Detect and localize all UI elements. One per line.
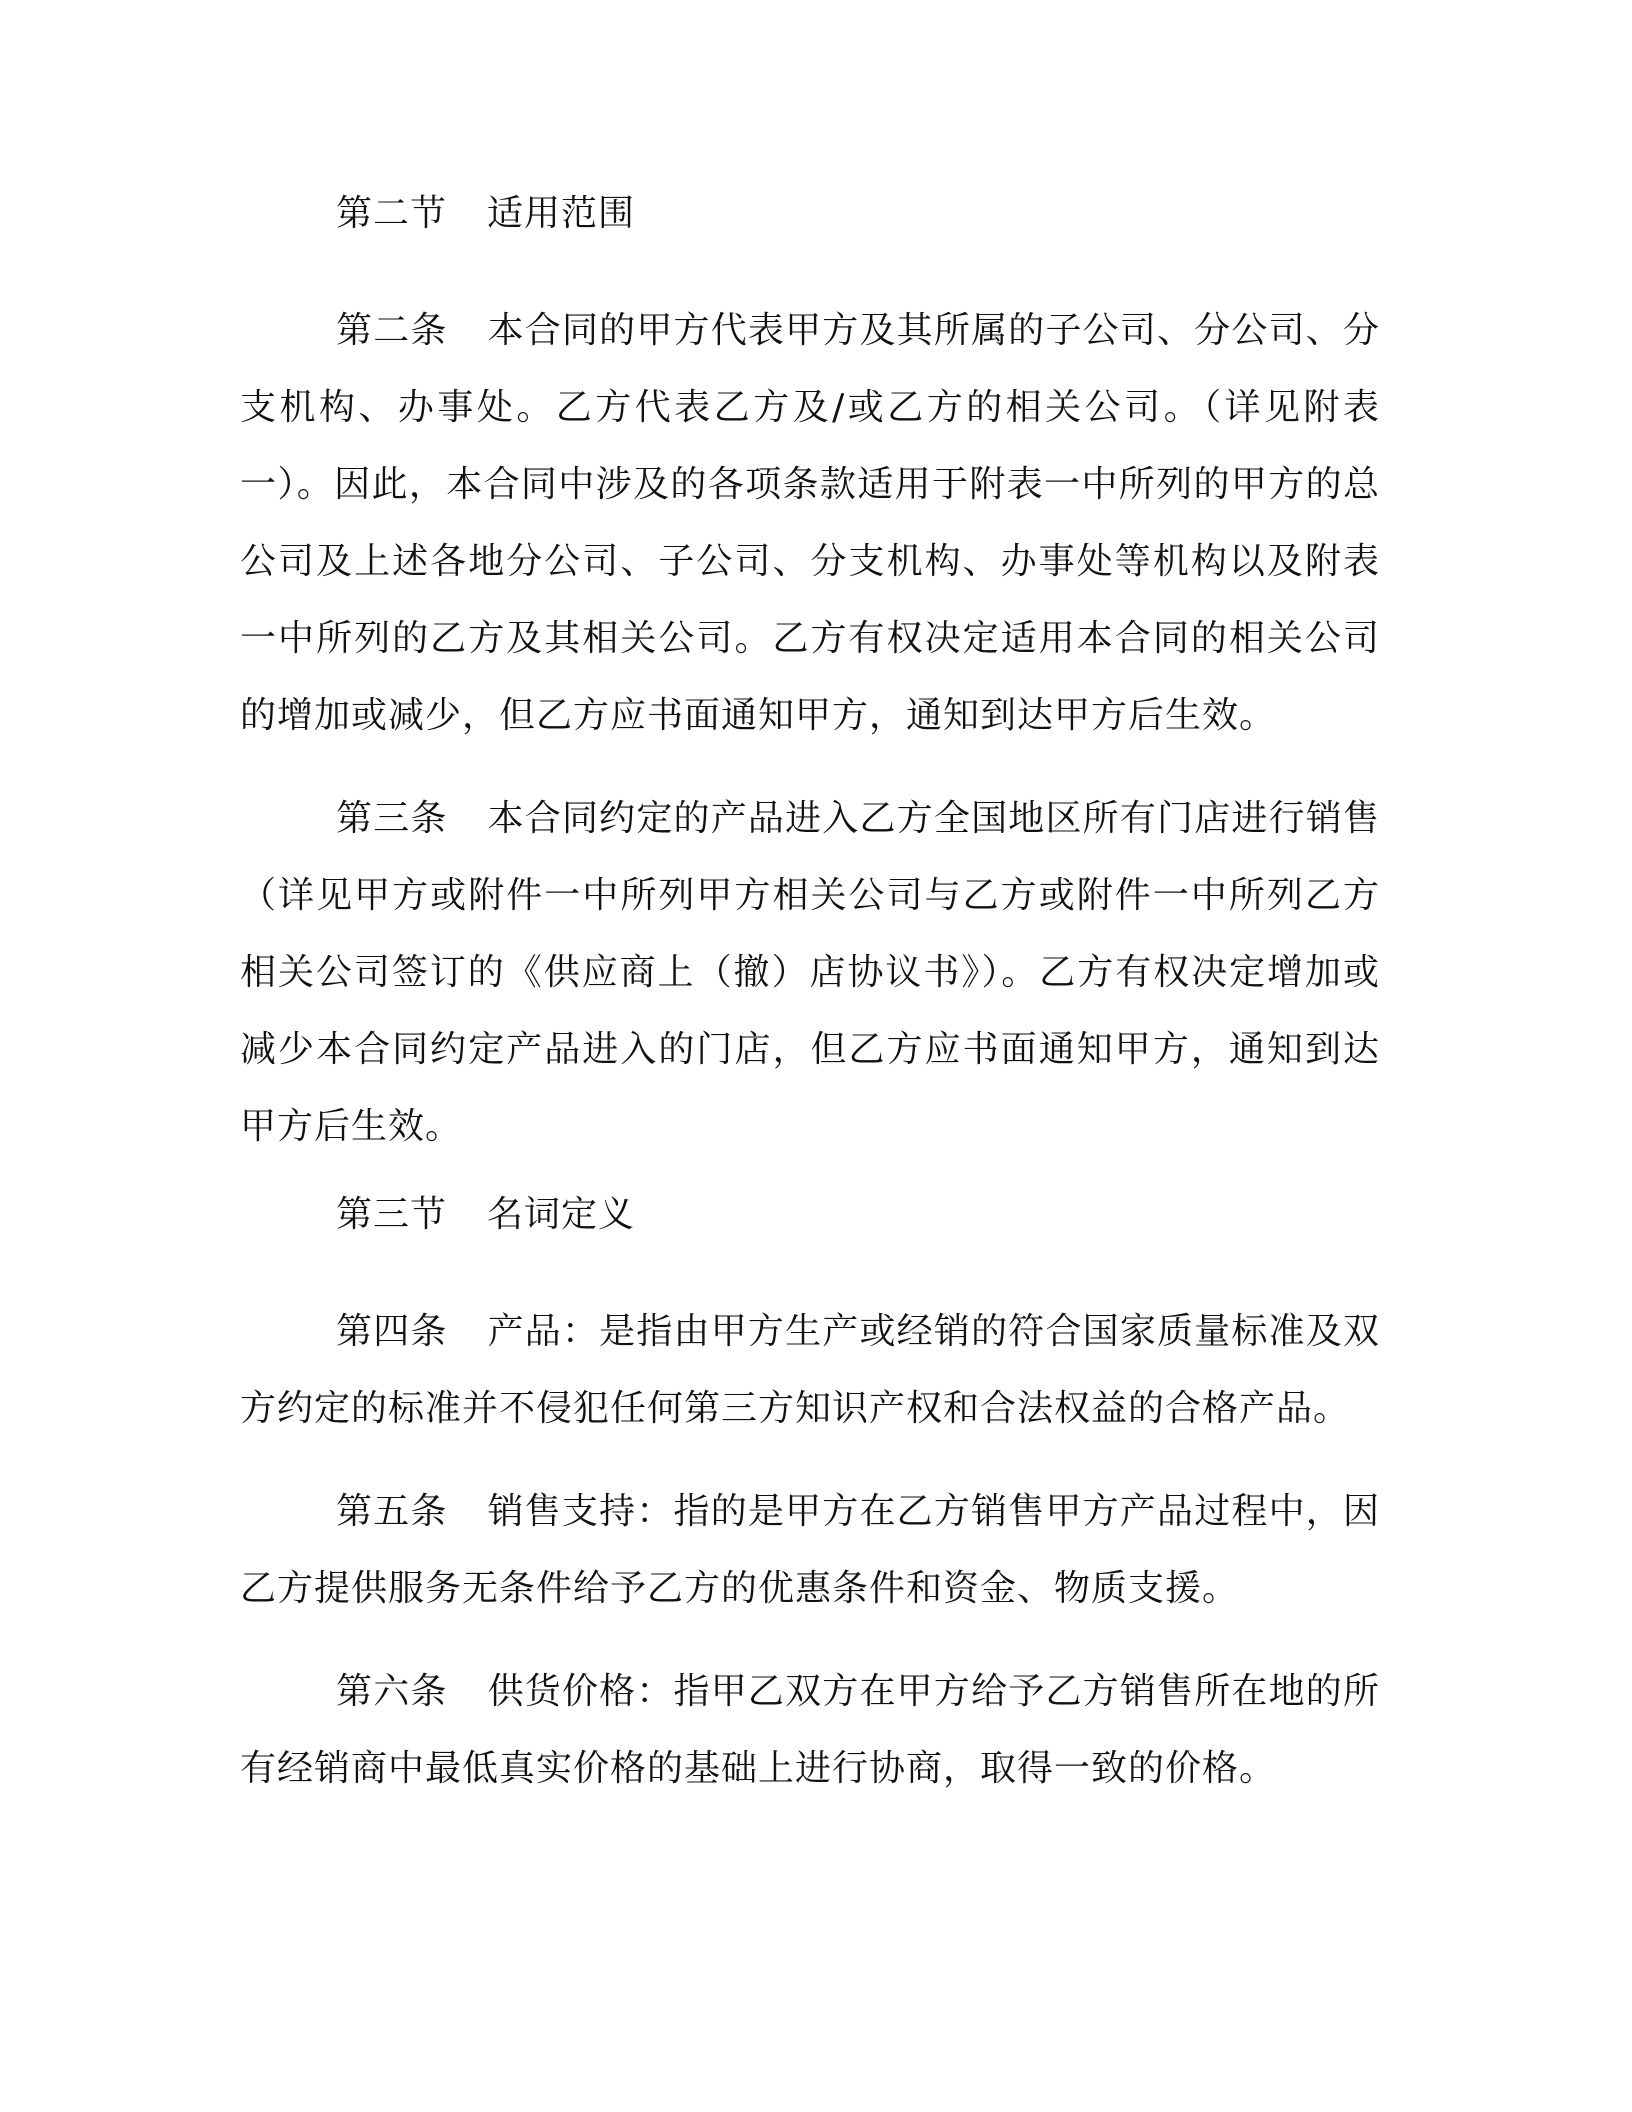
article-text: 产品：是指由甲方生产或经销的符合国家质量标准及双方约定的标准并不侵犯任何第三方知识产权和合法权益的合格产品。 xyxy=(240,1311,1380,1429)
article-number: 第五条 xyxy=(336,1491,448,1532)
section-heading-definitions xyxy=(240,1191,1380,1239)
article-number: 第三条 xyxy=(336,798,448,839)
article-text: 销售支持：指的是甲方在乙方销售甲方产品过程中，因乙方提供服务无条件给予乙方的优惠条件和资金、物质支援。 xyxy=(240,1491,1380,1609)
article-text: 本合同约定的产品进入乙方全国地区所有门店进行销售（详见甲方或附件一中所列甲方相关公司与乙方或附件一中所列乙方相关公司签订的《供应商上（撤）店协议书》）。乙方有权决定增加或减少本合同约定产品进入的门店，但乙方应书面通知甲方，通知到达甲方后生效。 xyxy=(240,798,1380,1147)
section-title: 适用范围 xyxy=(487,193,636,234)
section-title: 名词定义 xyxy=(487,1194,636,1235)
article-3 xyxy=(240,780,1380,1165)
article-number: 第六条 xyxy=(336,1671,448,1712)
section-heading-scope xyxy=(240,190,1380,238)
section-number: 第二节 xyxy=(336,193,448,234)
article-4 xyxy=(240,1293,1380,1447)
article-number: 第二条 xyxy=(336,310,448,351)
article-text: 本合同的甲方代表甲方及其所属的子公司、分公司、分支机构、办事处。乙方代表乙方及/或乙方的相关公司。（详见附表一）。因此，本合同中涉及的各项条款适用于附表一中所列的甲方的总公司及上述各地分公司、子公司、分支机构、办事处等机构以及附表一中所列的乙方及其相关公司。乙方有权决定适用本合同的相关公司的增加或减少，但乙方应书面通知甲方，通知到达甲方后生效。 xyxy=(240,310,1380,736)
article-5 xyxy=(240,1473,1380,1627)
article-number: 第四条 xyxy=(336,1311,448,1352)
section-number: 第三节 xyxy=(336,1194,448,1235)
article-6 xyxy=(240,1653,1380,1807)
article-text: 供货价格：指甲乙双方在甲方给予乙方销售所在地的所有经销商中最低真实价格的基础上进行协商，取得一致的价格。 xyxy=(240,1671,1380,1789)
document-body xyxy=(240,190,1380,1833)
article-2 xyxy=(240,292,1380,754)
